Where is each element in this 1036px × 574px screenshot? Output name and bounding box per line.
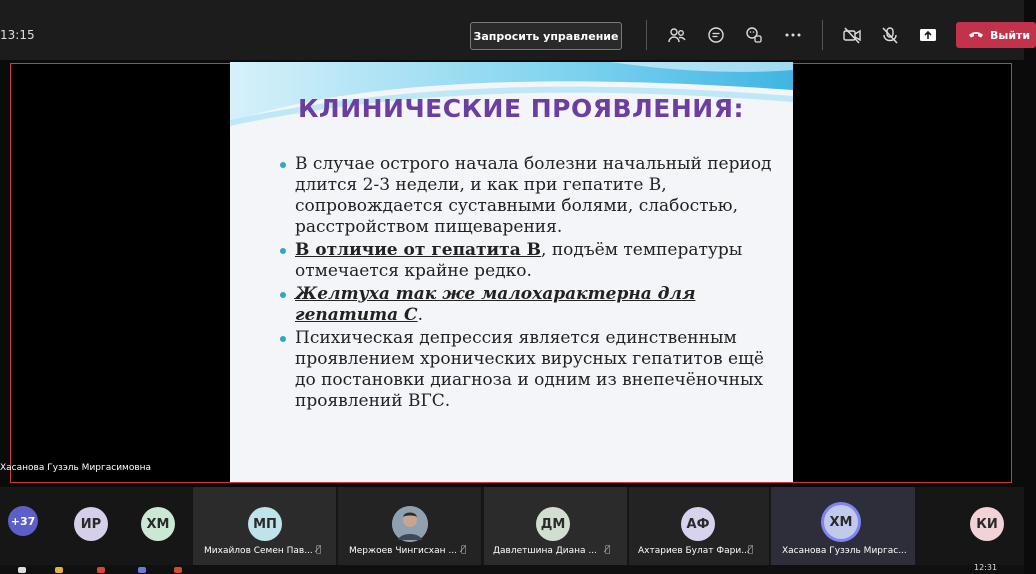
- toolbar-divider: [646, 20, 647, 50]
- participant-name: Михайлов Семен Пав...: [204, 546, 313, 556]
- mic-off-icon: 🎙̸: [461, 545, 467, 555]
- participant-tile[interactable]: [338, 487, 481, 565]
- mic-off-icon: 🎙̸: [605, 545, 611, 555]
- participant-tile[interactable]: [484, 487, 627, 565]
- participant-name: Хасанова Гузэль Миргас...: [782, 546, 907, 556]
- leave-button[interactable]: [956, 22, 1036, 48]
- avatar: МП: [248, 507, 282, 541]
- participant-tile[interactable]: [629, 487, 769, 565]
- avatar: ДМ: [536, 507, 570, 541]
- slide-bullet: В случае острого начала болезни начальный период длится 2-3 недели, и как при гепатите В, сопровождается суставными болями, слабостью, расстройством пищеварения.: [278, 154, 788, 238]
- avatar: ХМ: [824, 505, 858, 539]
- mic-off-icon: 🎙̸: [748, 545, 754, 555]
- avatar[interactable]: КИ: [970, 507, 1004, 541]
- mic-off-icon[interactable]: [880, 26, 900, 44]
- participant-name: Мержоев Чингисхан ...: [349, 546, 457, 556]
- os-taskbar: [0, 565, 1024, 574]
- participant-name: Ахтариев Булат Фари...: [638, 546, 750, 556]
- participant-tile-speaking[interactable]: [771, 487, 915, 565]
- presenter-name-label: Хасанова Гузэль Миргасимовна: [0, 463, 152, 473]
- more-participants-button[interactable]: +37: [8, 506, 38, 536]
- meeting-toolbar: [0, 0, 1031, 60]
- toolbar-divider: [822, 20, 823, 50]
- slide-title: КЛИНИЧЕСКИЕ ПРОЯВЛЕНИЯ:: [298, 94, 744, 123]
- start-icon[interactable]: [18, 567, 26, 573]
- avatar[interactable]: ИР: [74, 507, 108, 541]
- avatar[interactable]: ХМ: [141, 507, 175, 541]
- browser-icon[interactable]: [97, 567, 105, 573]
- hang-up-icon: [968, 29, 984, 42]
- clock: 12:31: [974, 563, 998, 572]
- participant-tile[interactable]: [193, 487, 336, 565]
- avatar-photo: [392, 506, 428, 542]
- share-screen-icon[interactable]: [918, 26, 938, 44]
- request-control-button[interactable]: Запросить управление: [470, 22, 622, 50]
- office-icon[interactable]: [174, 567, 182, 573]
- presentation-slide: [230, 62, 793, 482]
- slide-bullet: Желтуха так же малохарактерна для гепатита С.: [278, 284, 788, 326]
- meeting-timer: 13:15: [0, 28, 35, 42]
- more-options-icon[interactable]: [783, 26, 803, 44]
- leave-button-label: Выйти: [990, 28, 1031, 42]
- slide-bullet: В отличие от гепатита В, подъём температуры отмечается крайне редко.: [278, 240, 788, 282]
- mic-off-icon: 🎙̸: [316, 545, 322, 555]
- camera-off-icon[interactable]: [842, 26, 862, 44]
- reactions-icon[interactable]: [744, 26, 764, 44]
- participant-name: Давлетшина Диана ...: [493, 546, 597, 556]
- avatar: АФ: [681, 507, 715, 541]
- teams-icon[interactable]: [138, 567, 146, 573]
- participants-strip: [0, 487, 1024, 565]
- file-explorer-icon[interactable]: [55, 567, 63, 573]
- slide-bullet: Психическая депрессия является единственным проявлением хронических вирусных гепатитов ещё до постановки диагноза и одним из внепечёночных проявлений ВГС.: [278, 328, 788, 412]
- slide-bullet-list: [278, 154, 788, 414]
- chat-icon[interactable]: [706, 26, 726, 44]
- people-icon[interactable]: [667, 26, 687, 44]
